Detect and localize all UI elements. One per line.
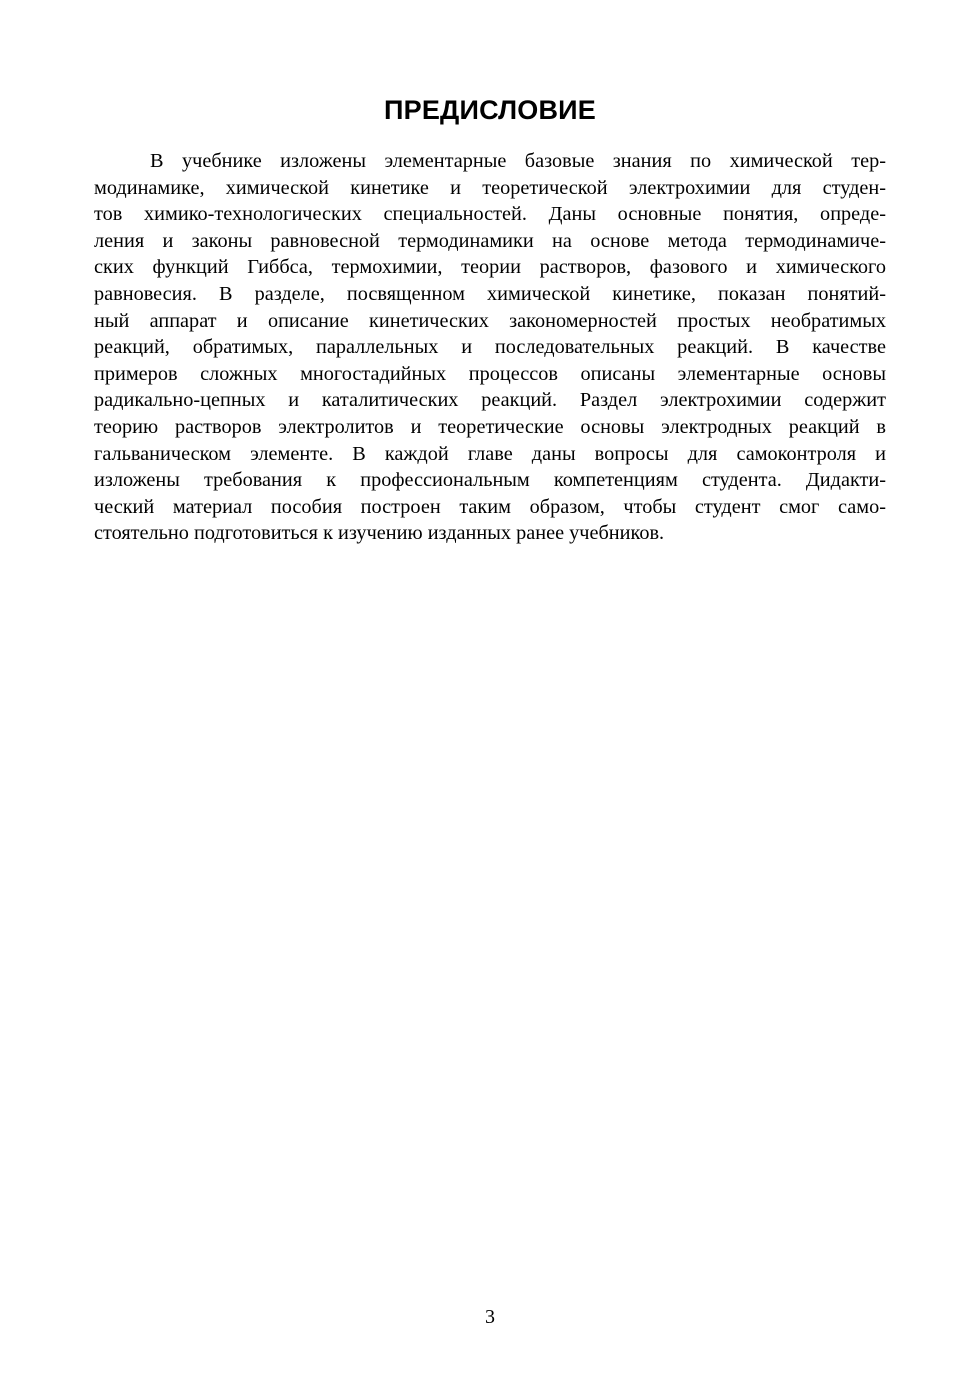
paragraph-line: радикально-цепных и каталитических реакций. Раздел электрохимии содержит	[94, 389, 886, 412]
paragraph-line: ческий материал пособия построен таким образом, чтобы студент смог само-	[94, 495, 886, 518]
paragraph-line: ный аппарат и описание кинетических закономерностей простых необратимых	[94, 309, 886, 332]
paragraph-line: стоятельно подготовиться к изучению изданных ранее учебников.	[94, 522, 665, 545]
paragraph-line: В учебнике изложены элементарные базовые знания по химической тер-	[150, 150, 886, 172]
paragraph-line: реакций, обратимых, параллельных и последовательных реакций. В качестве	[94, 336, 886, 359]
paragraph-line: тов химико-технологических специальностей. Даны основные понятия, опреде-	[94, 203, 886, 226]
preface-paragraph	[94, 148, 886, 547]
page-number: 3	[485, 1306, 495, 1328]
paragraph-line: гальваническом элементе. В каждой главе даны вопросы для самоконтроля и	[94, 442, 886, 465]
paragraph-line: теорию растворов электролитов и теоретические основы электродных реакций в	[94, 415, 886, 438]
paragraph-line: ления и законы равновесной термодинамики на основе метода термодинамиче-	[94, 229, 886, 252]
paragraph-line: равновесия. В разделе, посвященном химической кинетике, показан понятий-	[94, 282, 886, 305]
paragraph-line: ских функций Гиббса, термохимии, теории растворов, фазового и химического	[94, 256, 886, 279]
paragraph-line: примеров сложных многостадийных процессов описаны элементарные основы	[94, 362, 886, 385]
paragraph-line: изложены требования к профессиональным компетенциям студента. Дидакти-	[94, 469, 886, 492]
page-title: ПРЕДИСЛОВИЕ	[384, 95, 596, 125]
paragraph-line: модинамике, химической кинетике и теоретической электрохимии для студен-	[94, 176, 886, 199]
